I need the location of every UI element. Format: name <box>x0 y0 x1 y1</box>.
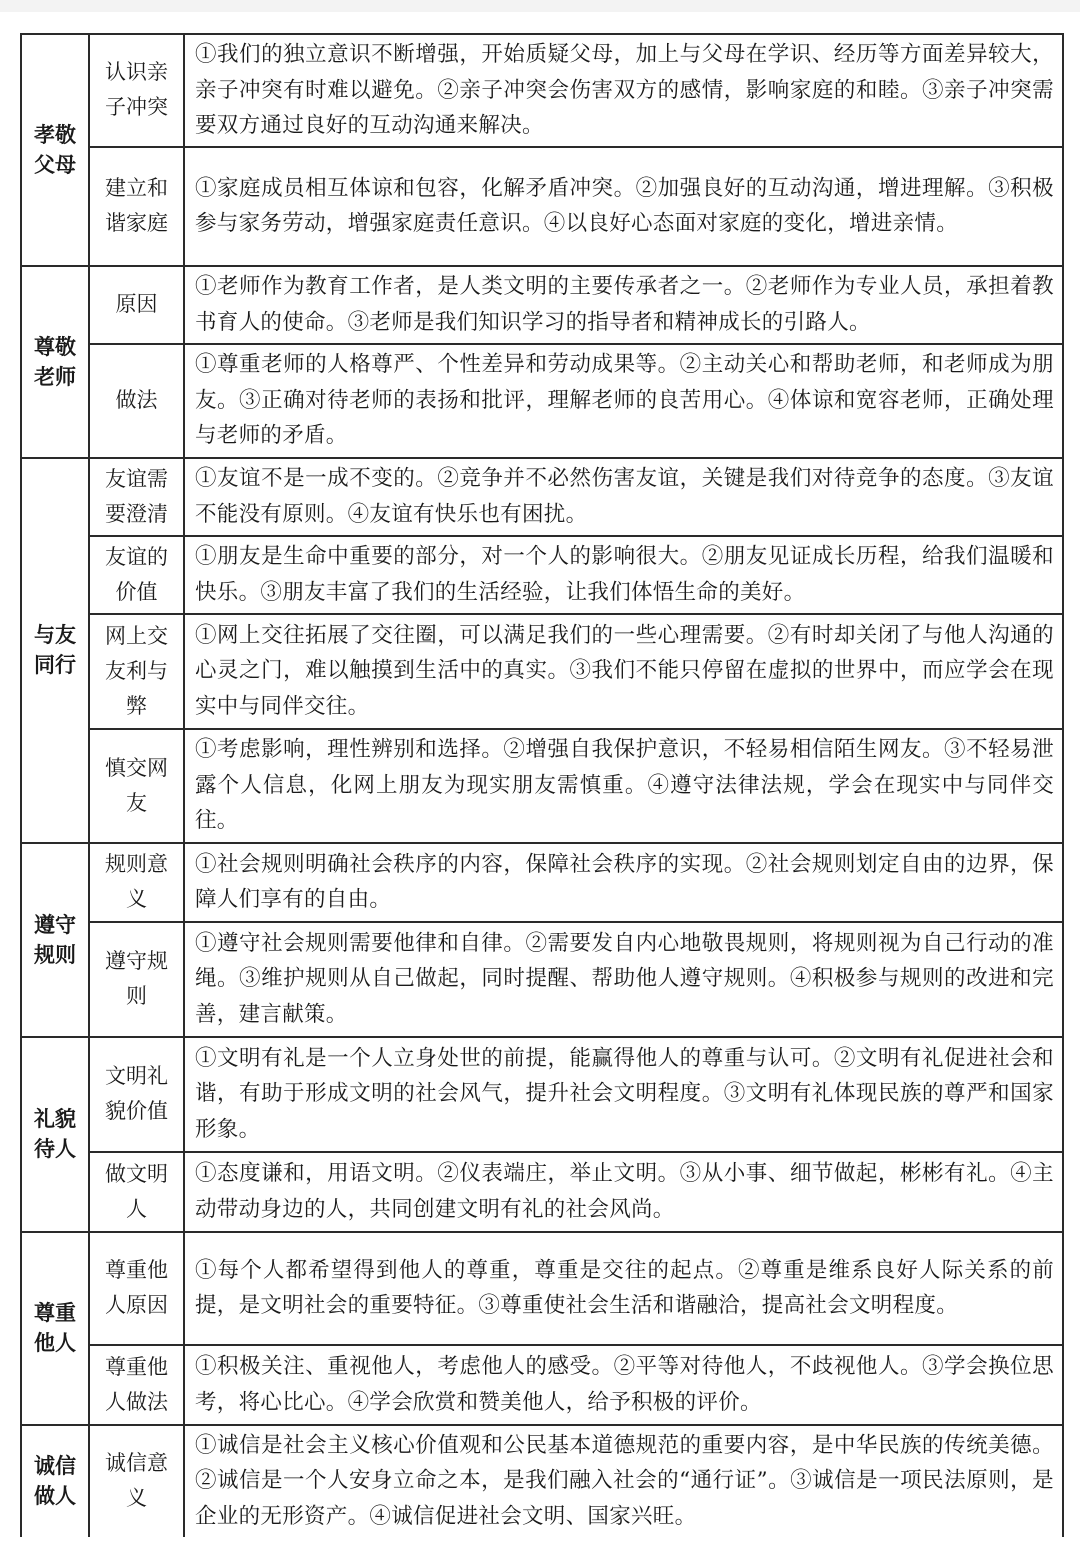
table-body <box>21 34 1063 1537</box>
knowledge-table <box>20 33 1064 1537</box>
table-row <box>21 1152 1063 1232</box>
topic-cell: 与友同行 <box>21 458 89 843</box>
subtopic-cell: 认识亲子冲突 <box>89 34 184 147</box>
content-cell: ①文明有礼是一个人立身处世的前提，能赢得他人的尊重与认可。②文明有礼促进社会和谐，有助于形成文明的社会风气，提升社会文明程度。③文明有礼体现民族的尊严和国家形象。 <box>184 1037 1063 1152</box>
table-row <box>21 266 1063 344</box>
table-row <box>21 843 1063 922</box>
content-cell: ①家庭成员相互体谅和包容，化解矛盾冲突。②加强良好的互动沟通，增进理解。③积极参与家务劳动，增强家庭责任意识。④以良好心态面对家庭的变化，增进亲情。 <box>184 147 1063 266</box>
content-cell: ①网上交往拓展了交往圈，可以满足我们的一些心理需要。②有时却关闭了与他人沟通的心灵之门，难以触摸到生活中的真实。③我们不能只停留在虚拟的世界中，而应学会在现实中与同伴交往。 <box>184 614 1063 729</box>
topic-cell: 尊重他人 <box>21 1232 89 1425</box>
subtopic-cell: 网上交友利与弊 <box>89 614 184 729</box>
table-row <box>21 614 1063 729</box>
content-cell: ①老师作为教育工作者，是人类文明的主要传承者之一。②老师作为专业人员，承担着教书育人的使命。③老师是我们知识学习的指导者和精神成长的引路人。 <box>184 266 1063 344</box>
table-row <box>21 536 1063 614</box>
topic-cell: 诚信做人 <box>21 1425 89 1537</box>
subtopic-cell: 遵守规则 <box>89 922 184 1037</box>
subtopic-cell: 做文明人 <box>89 1152 184 1232</box>
subtopic-cell: 规则意义 <box>89 843 184 922</box>
subtopic-cell: 尊重他人原因 <box>89 1232 184 1345</box>
table-row <box>21 1425 1063 1537</box>
table-row <box>21 458 1063 536</box>
topic-cell: 遵守规则 <box>21 843 89 1037</box>
subtopic-cell: 友谊需要澄清 <box>89 458 184 536</box>
subtopic-cell: 做法 <box>89 344 184 458</box>
topic-cell: 孝敬父母 <box>21 34 89 266</box>
content-cell: ①考虑影响，理性辨别和选择。②增强自我保护意识，不轻易相信陌生网友。③不轻易泄露个人信息，化网上朋友为现实朋友需慎重。④遵守法律法规，学会在现实中与同伴交往。 <box>184 729 1063 843</box>
subtopic-cell: 尊重他人做法 <box>89 1345 184 1425</box>
content-cell: ①朋友是生命中重要的部分，对一个人的影响很大。②朋友见证成长历程，给我们温暖和快乐。③朋友丰富了我们的生活经验，让我们体悟生命的美好。 <box>184 536 1063 614</box>
table-row <box>21 344 1063 458</box>
subtopic-cell: 建立和谐家庭 <box>89 147 184 266</box>
content-cell: ①诚信是社会主义核心价值观和公民基本道德规范的重要内容，是中华民族的传统美德。②诚信是一个人安身立命之本，是我们融入社会的“通行证”。③诚信是一项民法原则，是企业的无形资产。④诚信促进社会文明、国家兴旺。 <box>184 1425 1063 1537</box>
table-row <box>21 922 1063 1037</box>
subtopic-cell: 文明礼貌价值 <box>89 1037 184 1152</box>
table-row <box>21 147 1063 266</box>
content-cell: ①态度谦和，用语文明。②仪表端庄，举止文明。③从小事、细节做起，彬彬有礼。④主动带动身边的人，共同创建文明有礼的社会风尚。 <box>184 1152 1063 1232</box>
content-cell: ①遵守社会规则需要他律和自律。②需要发自内心地敬畏规则，将规则视为自己行动的准绳。③维护规则从自己做起，同时提醒、帮助他人遵守规则。④积极参与规则的改进和完善，建言献策。 <box>184 922 1063 1037</box>
subtopic-cell: 友谊的价值 <box>89 536 184 614</box>
content-cell: ①我们的独立意识不断增强，开始质疑父母，加上与父母在学识、经历等方面差异较大，亲子冲突有时难以避免。②亲子冲突会伤害双方的感情，影响家庭的和睦。③亲子冲突需要双方通过良好的互动沟通来解决。 <box>184 34 1063 147</box>
content-cell: ①每个人都希望得到他人的尊重，尊重是交往的起点。②尊重是维系良好人际关系的前提，是文明社会的重要特征。③尊重使社会生活和谐融洽，提高社会文明程度。 <box>184 1232 1063 1345</box>
topic-cell: 尊敬老师 <box>21 266 89 458</box>
table-row <box>21 1232 1063 1345</box>
table-row <box>21 34 1063 147</box>
table-row <box>21 1345 1063 1425</box>
content-cell: ①尊重老师的人格尊严、个性差异和劳动成果等。②主动关心和帮助老师，和老师成为朋友。③正确对待老师的表扬和批评，理解老师的良苦用心。④体谅和宽容老师，正确处理与老师的矛盾。 <box>184 344 1063 458</box>
top-band <box>0 0 1080 12</box>
content-cell: ①积极关注、重视他人，考虑他人的感受。②平等对待他人，不歧视他人。③学会换位思考，将心比心。④学会欣赏和赞美他人，给予积极的评价。 <box>184 1345 1063 1425</box>
table-row <box>21 729 1063 843</box>
subtopic-cell: 诚信意义 <box>89 1425 184 1537</box>
table-row <box>21 1037 1063 1152</box>
subtopic-cell: 原因 <box>89 266 184 344</box>
content-cell: ①社会规则明确社会秩序的内容，保障社会秩序的实现。②社会规则划定自由的边界，保障人们享有的自由。 <box>184 843 1063 922</box>
subtopic-cell: 慎交网友 <box>89 729 184 843</box>
topic-cell: 礼貌待人 <box>21 1037 89 1232</box>
content-cell: ①友谊不是一成不变的。②竞争并不必然伤害友谊，关键是我们对待竞争的态度。③友谊不能没有原则。④友谊有快乐也有困扰。 <box>184 458 1063 536</box>
